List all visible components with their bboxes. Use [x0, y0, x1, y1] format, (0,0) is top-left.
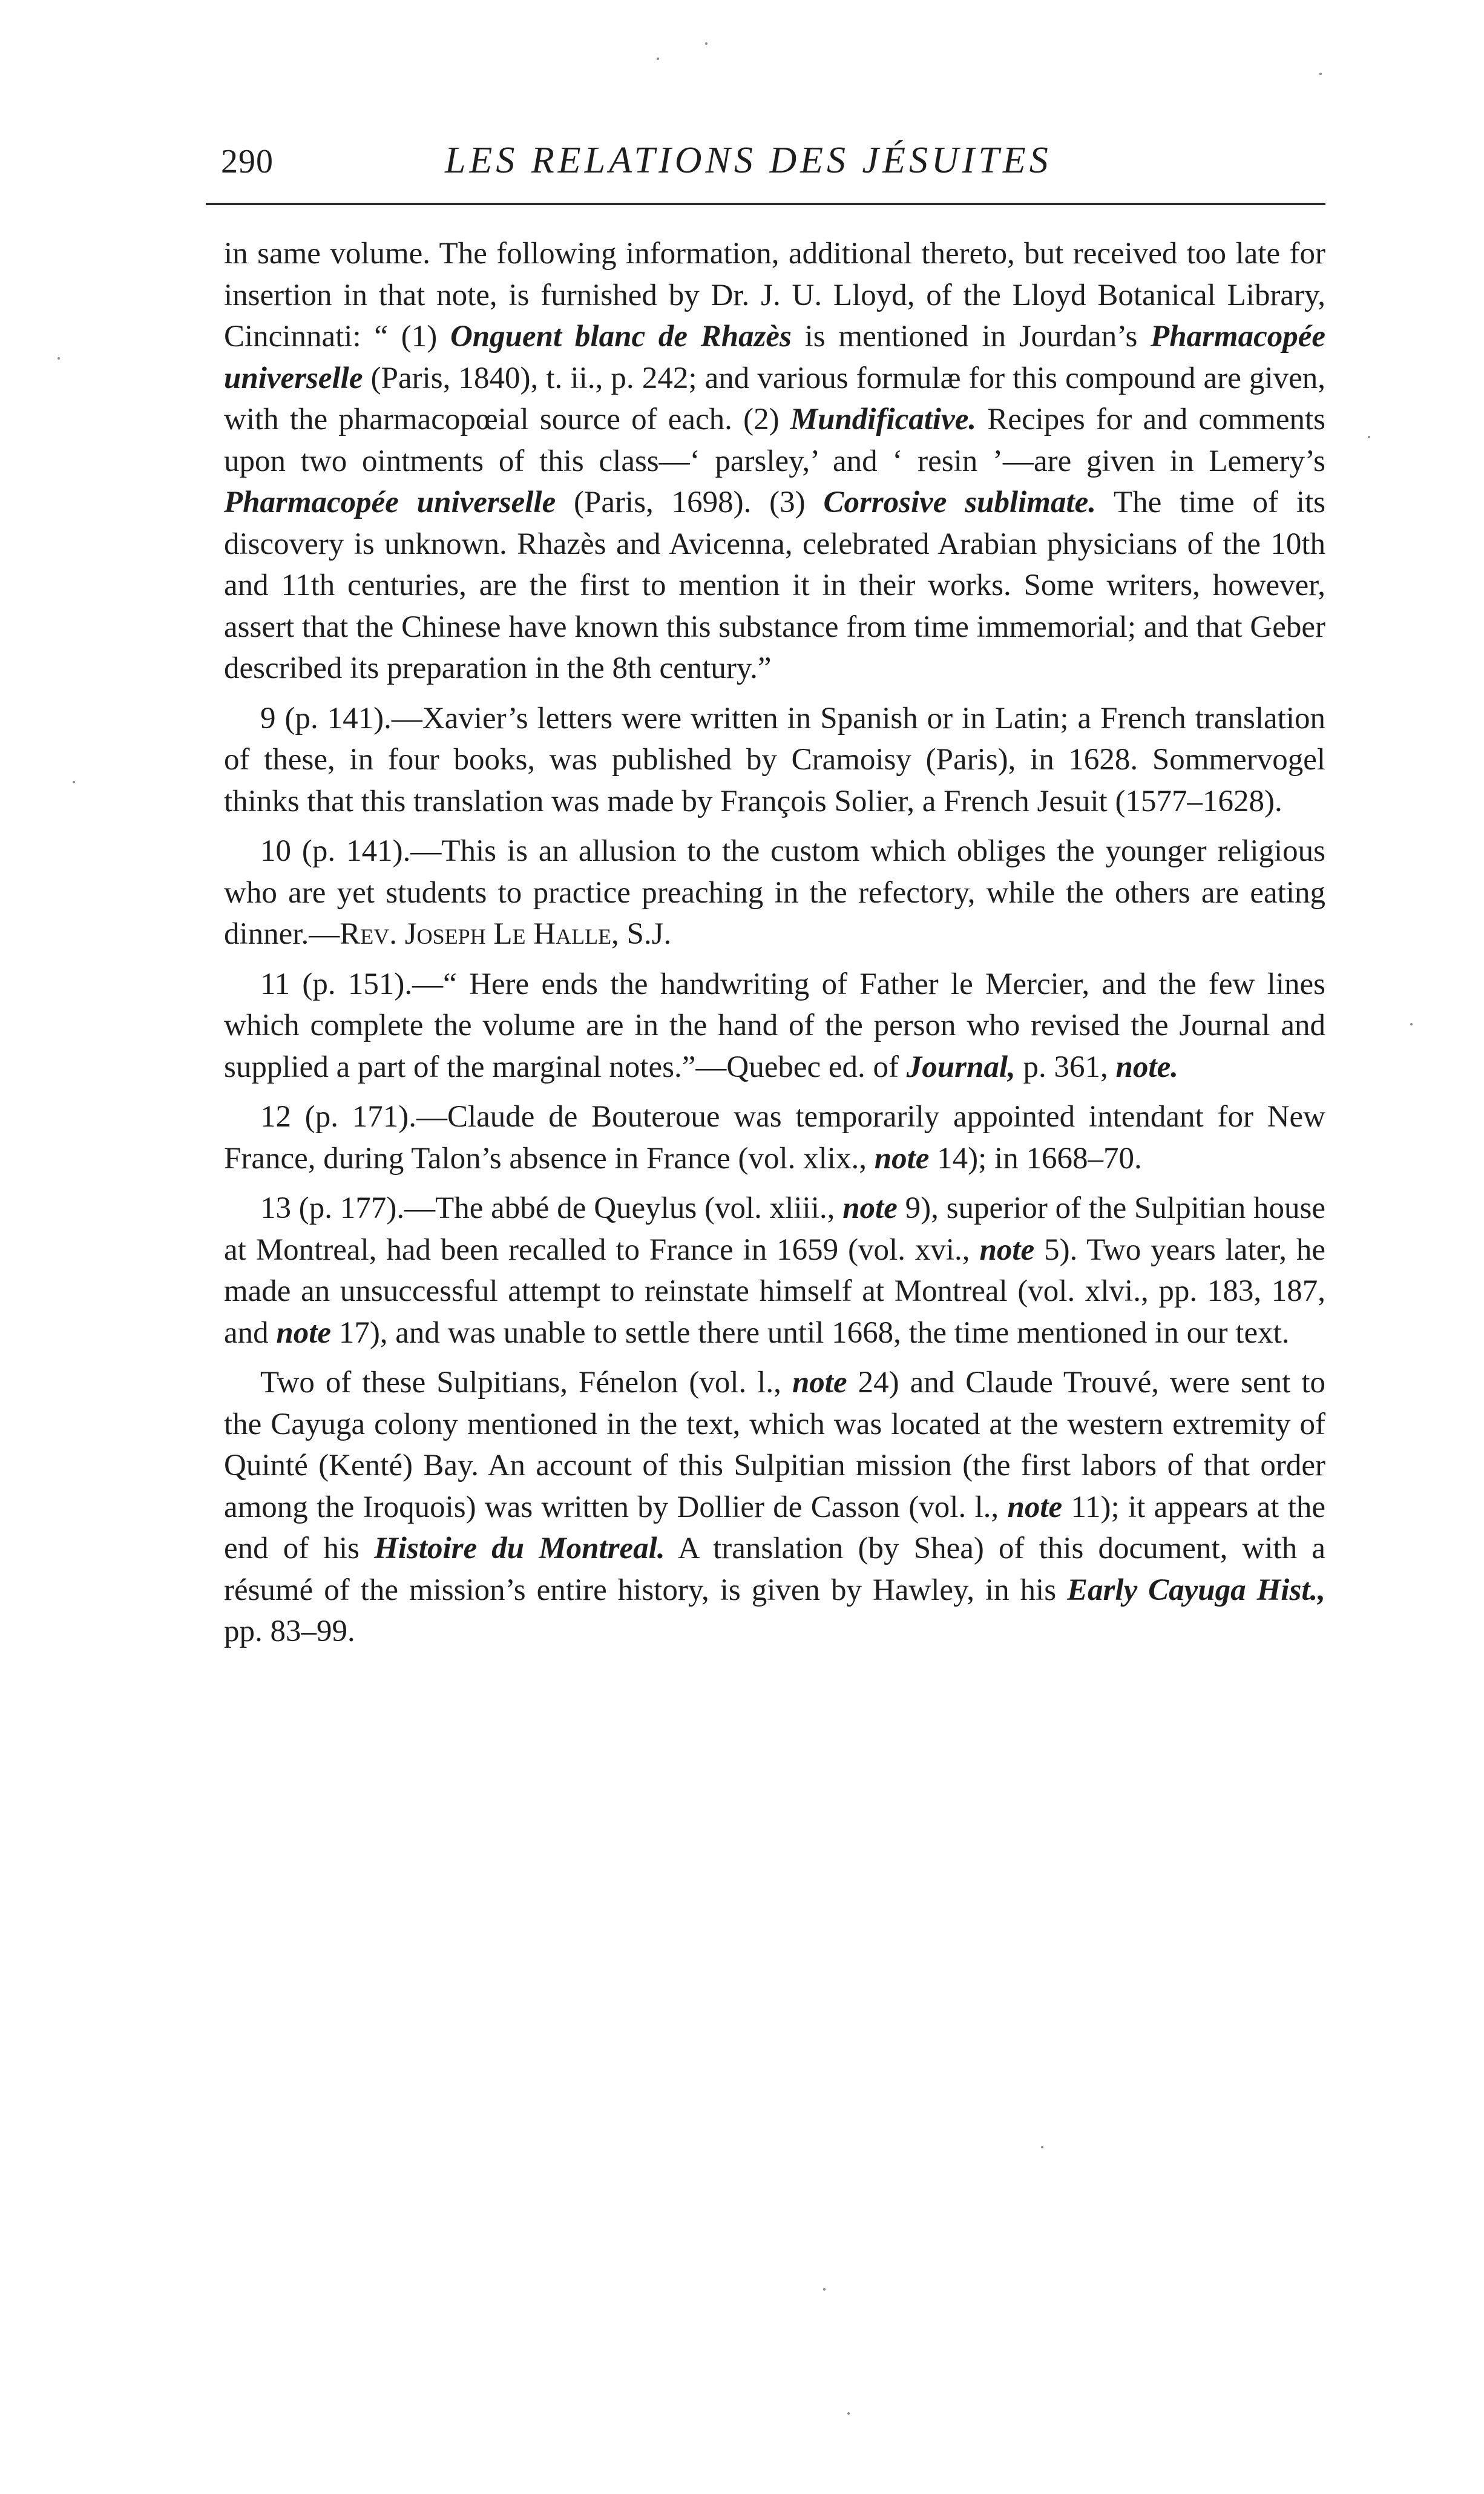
scan-speck [1041, 2146, 1043, 2148]
page-header [221, 130, 1325, 197]
text-run: A translation (by Shea) of this document, with a résumé of the mission’s entire history, is given by Hawley, in his [224, 1532, 1325, 1607]
italic-title-text: Histoire du Montreal. [374, 1532, 665, 1565]
text-run: in same volume. The following information, additional thereto, but received too late for insertion in that note, is furnished by Dr. J. U. Lloyd, of the Lloyd Botanical Library, Cincinnati: “ (1) [224, 237, 1325, 354]
header-rule [206, 203, 1325, 205]
text-run: 12 (p. 171).—Claude de Bouteroue was temporarily appointed intendant for New France, during Talon’s absence in France (vol. xlix., [224, 1100, 1325, 1176]
text-run: 9), superior of the Sulpitian house at Montreal, had been recalled to France in 1659 (vol. xvi., [224, 1191, 1325, 1267]
text-run: 24) and Claude Trouvé, were sent to the Cayuga colony mentioned in the text, which was located at the western extremity of Quinté (Kenté) Bay. An account of this Sulpitian mission (the first labors of that order among the Iroquois) was written by Dollier de Casson (vol. l., [224, 1366, 1325, 1524]
italic-title-text: Onguent blanc de Rhazès [450, 320, 792, 354]
italic-title-text: Early Cayuga Hist., [1067, 1573, 1325, 1607]
text-run: 11); it appears at the end of his [224, 1490, 1325, 1565]
running-title: LES RELATIONS DES JÉSUITES [445, 140, 1052, 181]
italic-title-text: Mundificative. [790, 403, 977, 436]
text-run: The time of its discovery is unknown. Rhazès and Avicenna, celebrated Arabian physicians of the 10th and 11th centuries, are the first to mention it in their works. Some writers, however, assert that the Chinese have known this substance from time immemorial; and that Geber described its preparation in the 8th century.” [224, 485, 1325, 685]
notes-body [224, 233, 1325, 1661]
small-caps-text: Rev. Joseph Le Halle, S.J. [340, 917, 672, 951]
scan-speck [1368, 436, 1370, 438]
italic-title-text: note. [1115, 1050, 1178, 1084]
italic-title-text: note [792, 1366, 847, 1400]
text-run: (Paris, 1840), t. ii., p. 242; and various formulæ for this compound are given, with the pharmacopœial source of each. (2) [224, 361, 1325, 436]
italic-title-text: Pharmacopée universelle [224, 320, 1325, 395]
text-run: 9 (p. 141).—Xavier’s letters were written in Spanish or in Latin; a French translation of these, in four books, was published by Cramoisy (Paris), in 1628. Sommervogel thinks that this translation was made by François Solier, a French Jesuit (1577–1628). [224, 701, 1325, 818]
note-13 [224, 1188, 1325, 1354]
text-run: 10 (p. 141).—This is an allusion to the custom which obliges the younger religious who are yet students to practice preaching in the refectory, while the others are eating dinner.— [224, 834, 1325, 951]
text-run: 5). Two years later, he made an unsuccessful attempt to reinstate himself at Montreal (vol. xlvi., pp. 183, 187, and [224, 1232, 1325, 1350]
italic-title-text: note [276, 1315, 332, 1350]
text-run: 13 (p. 177).—The abbé de Queylus (vol. xliii., [260, 1191, 843, 1225]
italic-title-text: Pharmacopée universelle [224, 485, 556, 519]
text-run: pp. 83–99. [224, 1614, 355, 1648]
scan-speck [1410, 1023, 1413, 1025]
paragraph-continuation [224, 233, 1325, 689]
scan-speck [823, 2288, 826, 2291]
note-9 [224, 698, 1325, 823]
page-number: 290 [221, 143, 274, 180]
text-run: Two of these Sulpitians, Fénelon (vol. l., [260, 1366, 792, 1400]
note-13-continuation [224, 1362, 1325, 1653]
italic-title-text: note [1007, 1490, 1063, 1524]
text-run: is mentioned in Jourdan’s [791, 320, 1151, 354]
text-run: 17), and was unable to settle there until 1668, the time mentioned in our text. [331, 1315, 1290, 1350]
italic-title-text: note [874, 1141, 930, 1176]
scan-speck [657, 58, 659, 60]
scan-speck [1319, 73, 1322, 75]
italic-title-text: Journal, [906, 1050, 1016, 1084]
text-run: (Paris, 1698). (3) [556, 485, 824, 519]
scan-speck [73, 781, 75, 783]
italic-title-text: note [842, 1191, 898, 1225]
scan-speck [705, 42, 708, 45]
scan-speck [847, 2412, 850, 2415]
italic-title-text: Corrosive sublimate. [823, 485, 1097, 519]
italic-title-text: note [979, 1232, 1035, 1267]
text-run: p. 361, [1015, 1050, 1116, 1084]
text-run: 14); in 1668–70. [929, 1141, 1142, 1176]
note-12 [224, 1096, 1325, 1179]
text-run: Recipes for and comments upon two ointments of this class—‘ parsley,’ and ‘ resin ’—are given in Lemery’s [224, 403, 1325, 478]
text-run: 11 (p. 151).—“ Here ends the handwriting of Father le Mercier, and the few lines which complete the volume are in the hand of the person who revised the Journal and supplied a part of the marginal notes.”—Quebec ed. of [224, 967, 1325, 1084]
note-11 [224, 964, 1325, 1088]
note-10 [224, 831, 1325, 955]
scan-speck [57, 357, 60, 360]
